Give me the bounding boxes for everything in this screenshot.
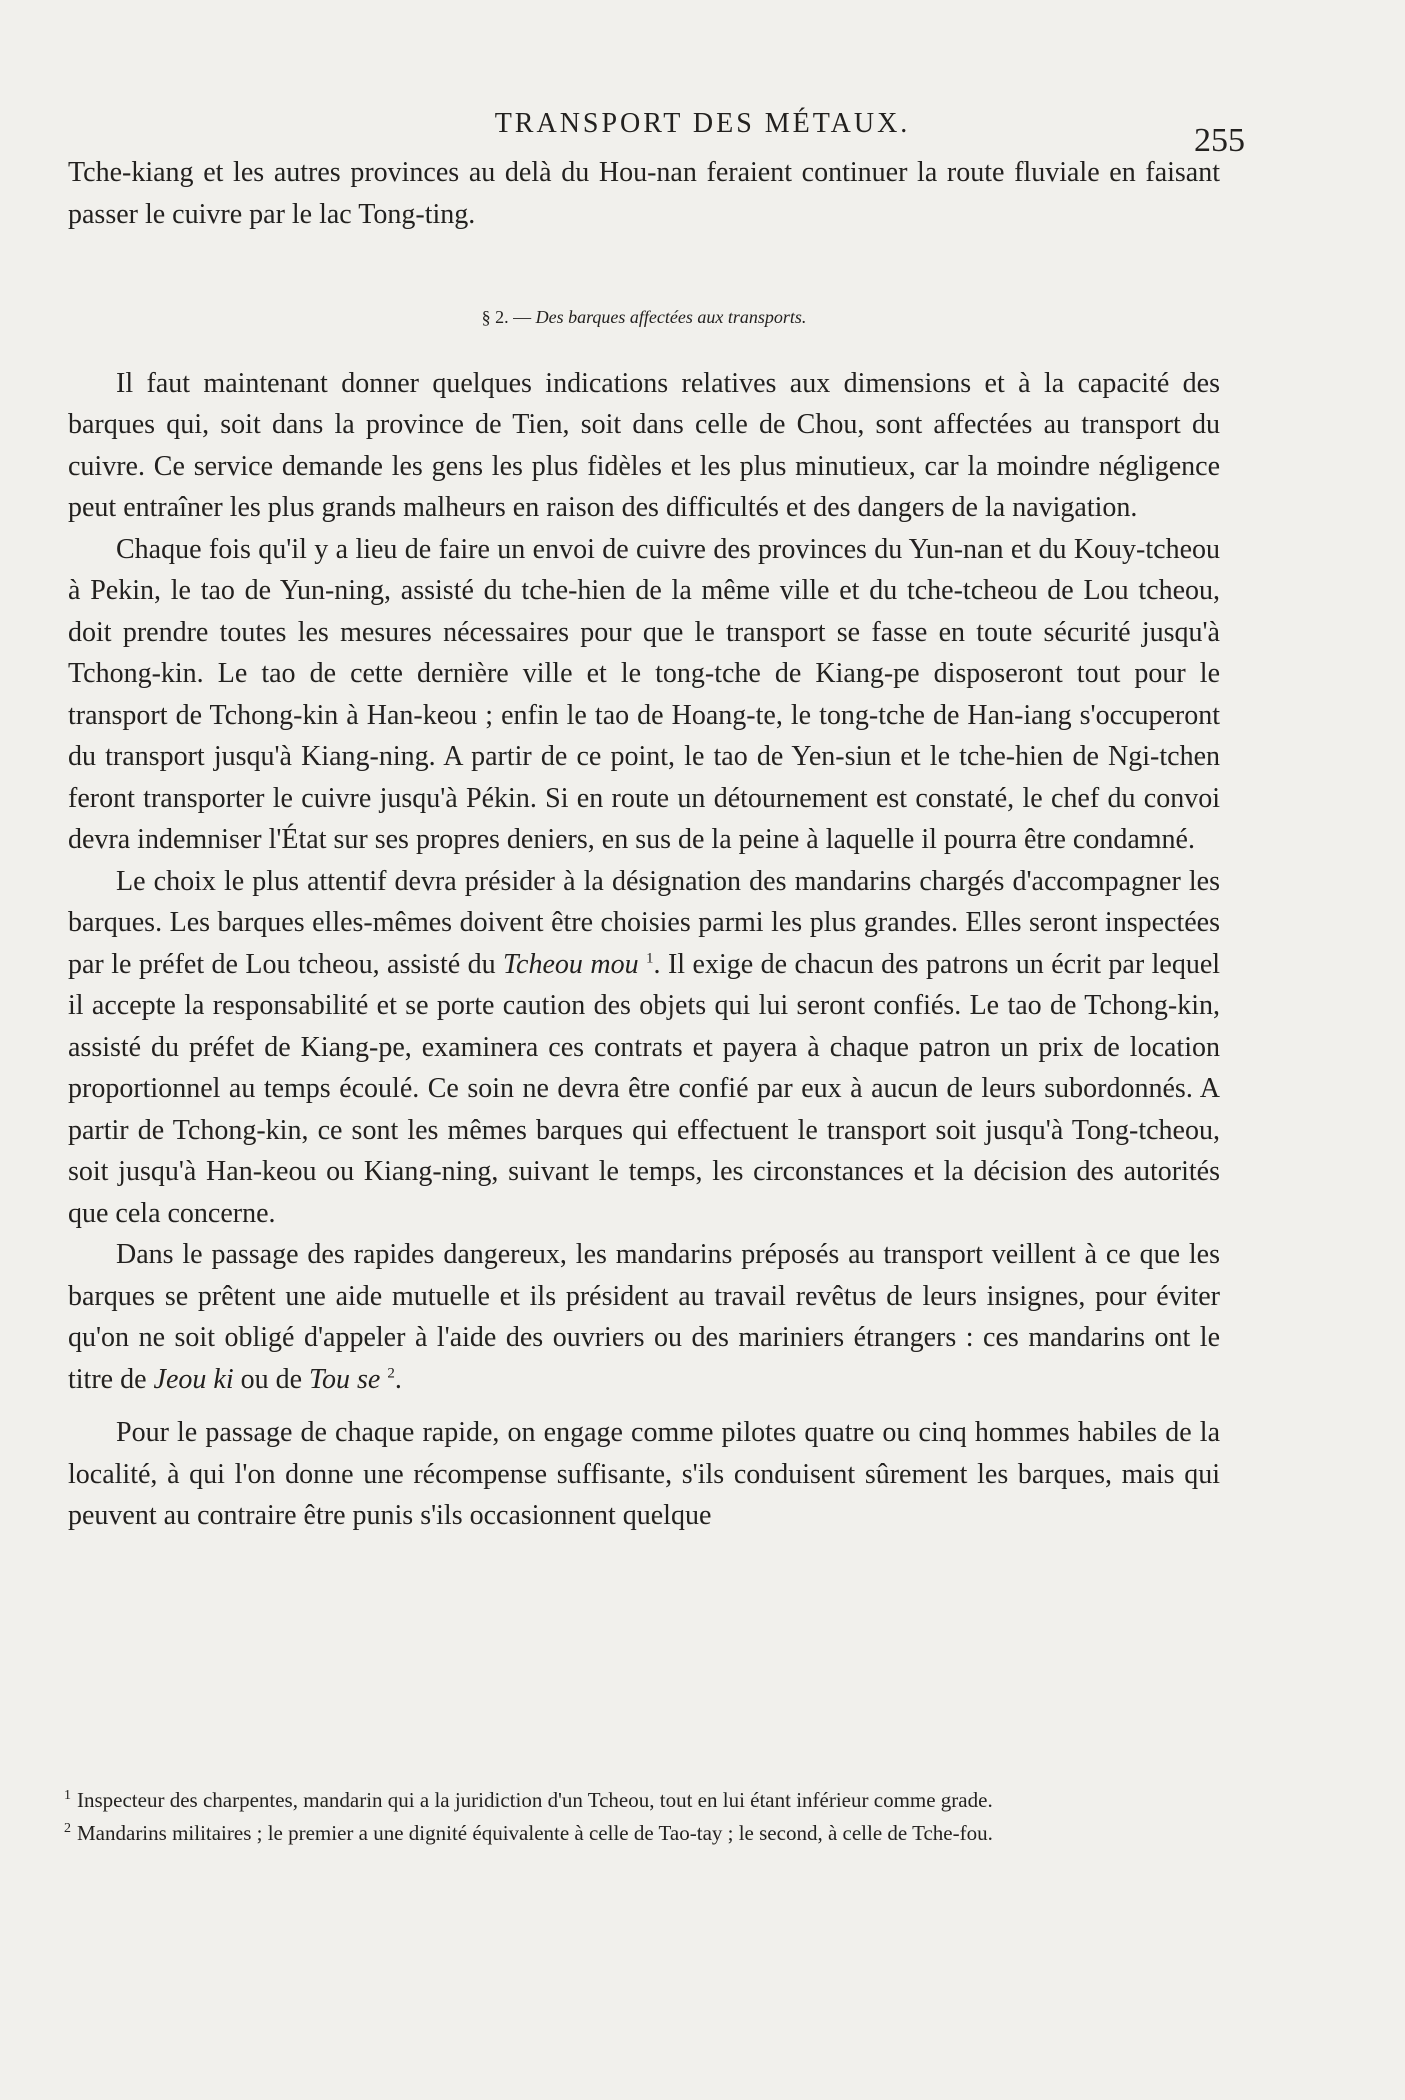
footnote-ref: 1 <box>646 950 654 967</box>
footnote-mark: 1 <box>64 1788 71 1803</box>
paragraph-text: ou de <box>240 1363 303 1395</box>
footnotes <box>64 1784 1214 1850</box>
paragraph: Chaque fois qu'il y a lieu de faire un envoi de cuivre des provinces du Yun-nan et du Kouy-tcheou à Pekin, le tao de Yun-ning, assisté du tche-hien de la même ville et du tche-tcheou de Lou tcheou, doit prendre toutes les mesures nécessaires pour que le transport se fasse en toute sécurité jusqu'à Tchong-kin. Le tao de cette dernière ville et le tong-tche de Kiang-pe disposeront tout pour le transport de Tchong-kin à Han-keou ; enfin le tao de Hoang-te, le tong-tche de Han-iang s'occuperont du transport jusqu'à Kiang-ning. A partir de ce point, le tao de Yen-siun et le tche-hien de Ngi-tchen feront transporter le cuivre jusqu'à Pékin. Si en route un détournement est constaté, le chef du convoi devra indemniser l'État sur ses propres deniers, en sus de la peine à laquelle il pourra être condamné. <box>68 533 1220 855</box>
paragraph-text: Dans le passage des rapides dangereux, les mandarins préposés au transport veillent à ce que les barques se prêtent une aide mutuelle et ils président au travail revêtus de leurs insignes, pour éviter qu'on ne soit obligé d'appeler à l'aide des ouvriers ou des mariniers étrangers : ces mandarins ont le titre de <box>68 1239 1220 1395</box>
footnote-mark: 2 <box>64 1821 71 1836</box>
paragraph-text: . <box>394 1363 402 1395</box>
running-title: TRANSPORT DES MÉTAUX. <box>494 108 911 139</box>
italic-term: Tou se <box>309 1363 381 1395</box>
paragraph-text: . Il exige de chacun des patrons un écrit par lequel il accepte la responsabilité et se porte caution des objets qui lui seront confiés. Le tao de Tchong-kin, assisté du préfet de Kiang-pe, examinera ces contrats et payera à chaque patron un prix de location proportionnel au temps écoulé. Ce soin ne devra être confié par eux à aucun de leurs subordonnés. A partir de Tchong-kin, ce sont les mêmes barques qui effectuent le transport soit jusqu'à Tong-tcheou, soit jusqu'à Han-keou ou Kiang-ning, suivant le temps, les circonstances et la décision des autorités que cela concerne. <box>68 948 1221 1229</box>
page-number: 255 <box>1194 122 1245 159</box>
footnote <box>64 1784 1214 1817</box>
footnote-text: Mandarins militaires ; le premier a une dignité équivalente à celle de Tao-tay ; le second, à celle de Tche-fou. <box>77 1821 993 1845</box>
footnote <box>64 1817 1214 1850</box>
footnote-ref: 2 <box>387 1365 395 1382</box>
paragraph-continuation: Tche-kiang et les autres provinces au delà du Hou-nan feraient continuer la route fluviale en faisant passer le cuivre par le lac Tong-ting. <box>68 157 1220 230</box>
paragraph-text: Le choix le plus attentif devra présider à la désignation des mandarins chargés d'accompagner les barques. Les barques elles-mêmes doivent être choisies parmi les plus grandes. Elles seront inspectées par le préfet de Lou tcheou, assisté du <box>68 865 1220 980</box>
paragraph: Il faut maintenant donner quelques indications relatives aux dimensions et à la capacité des barques qui, soit dans la province de Tien, soit dans celle de Chou, sont affectées au transport du cuivre. Ce service demande les gens les plus fidèles et les plus minutieux, car la moindre négligence peut entraîner les plus grands malheurs en raison des difficultés et des dangers de la navigation. <box>68 367 1220 523</box>
italic-term: Tcheou mou <box>503 948 639 980</box>
section-title: Des barques affectées aux transports. <box>535 307 807 327</box>
paragraph <box>68 1234 1220 1400</box>
italic-term: Jeou ki <box>153 1363 234 1395</box>
footnote-text: Inspecteur des charpentes, mandarin qui a la juridiction d'un Tcheou, tout en lui étant inférieur comme grade. <box>77 1788 993 1812</box>
paragraph: Pour le passage de chaque rapide, on engage comme pilotes quatre ou cinq hommes habiles de la localité, à qui l'on donne une récompense suffisante, s'ils conduisent sûrement les barques, mais qui peuvent au contraire être punis s'ils occasionnent quelque <box>68 1417 1220 1531</box>
section-number: § 2. — <box>481 307 532 327</box>
paragraph <box>68 861 1220 1235</box>
section-heading <box>68 297 1220 339</box>
main-text <box>68 152 1220 1537</box>
